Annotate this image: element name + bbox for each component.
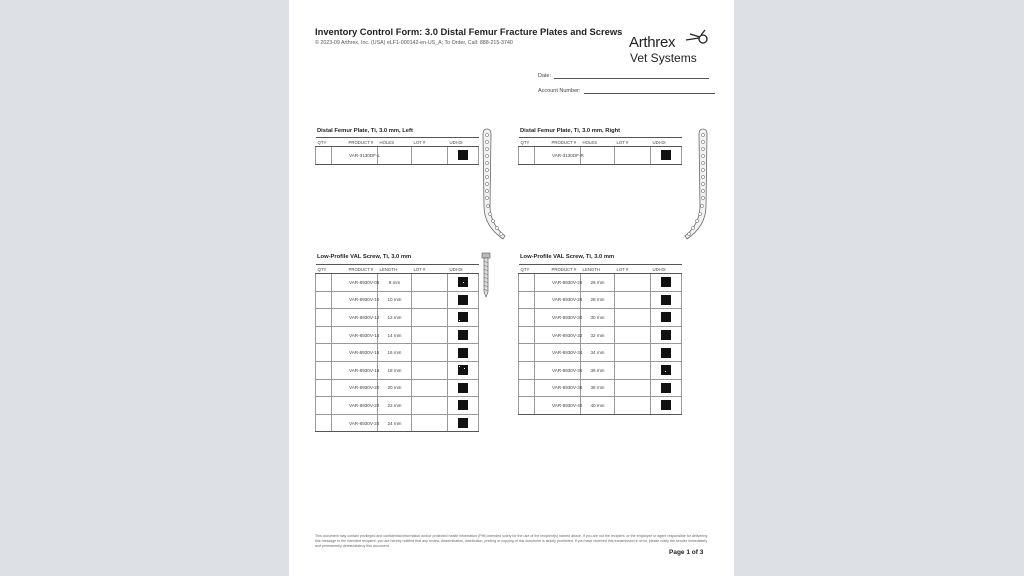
data-matrix-code-icon bbox=[661, 150, 671, 160]
date-label: Date: bbox=[538, 73, 552, 79]
qty-input-cell[interactable] bbox=[519, 147, 535, 165]
udi-code-cell bbox=[651, 379, 682, 397]
length-cell: 26 mm bbox=[581, 274, 615, 292]
product-number-cell: VAR-8930V-22 bbox=[332, 397, 378, 415]
length-header: LENGTH bbox=[378, 265, 412, 274]
screws-a-table bbox=[315, 264, 479, 432]
lot-input-cell[interactable] bbox=[412, 326, 448, 344]
length-cell: 22 mm bbox=[378, 397, 412, 415]
date-field[interactable] bbox=[538, 72, 709, 79]
lot-input-cell[interactable] bbox=[615, 379, 651, 397]
table-row bbox=[519, 361, 682, 379]
udi-code-cell bbox=[651, 326, 682, 344]
qty-input-cell[interactable] bbox=[519, 379, 535, 397]
screws-b-title: Low-Profile VAL Screw, Ti, 3.0 mm bbox=[520, 254, 615, 260]
length-cell: 30 mm bbox=[581, 309, 615, 327]
product-number-cell: VAR-3130DF-R bbox=[535, 147, 581, 165]
udi-code-cell bbox=[448, 379, 479, 397]
udi-code-cell bbox=[651, 291, 682, 309]
table-row bbox=[316, 414, 479, 432]
udi-header: UDI-DI bbox=[651, 265, 682, 274]
length-cell: 10 mm bbox=[378, 291, 412, 309]
qty-input-cell[interactable] bbox=[316, 344, 332, 362]
lot-input-cell[interactable] bbox=[412, 414, 448, 432]
table-row bbox=[316, 309, 479, 327]
udi-code-cell bbox=[651, 344, 682, 362]
qty-input-cell[interactable] bbox=[519, 274, 535, 292]
lot-input-cell[interactable] bbox=[412, 309, 448, 327]
table-header-row bbox=[316, 138, 479, 147]
left-plate-table bbox=[315, 137, 479, 165]
form-title: Inventory Control Form: 3.0 Distal Femur Fracture Plates and Screws bbox=[315, 26, 623, 37]
product-number-cell: VAR-8930V-18 bbox=[332, 361, 378, 379]
table-row bbox=[316, 147, 479, 165]
right-femur-plate-illustration bbox=[683, 126, 709, 242]
data-matrix-code-icon bbox=[458, 277, 468, 287]
confidentiality-notice: This document may contain privileged and confidential information and/or protected health information (PHI) intended solely for the use of the recipient(s) named above. If you are not the recipient, or the employee or agent responsible for delivering this message to the intended recipient, you are hereby notified that any review, dissemination, distribution, printing or copying of this document is strictly prohibited. If you have received this transmission in error, please notify the sender immediately and permanently delete/destroy this document. bbox=[315, 534, 708, 548]
lot-input-cell[interactable] bbox=[615, 361, 651, 379]
lot-input-cell[interactable] bbox=[412, 291, 448, 309]
udi-code-cell bbox=[448, 344, 479, 362]
holes-header: HOLES bbox=[378, 138, 412, 147]
length-cell: 28 mm bbox=[581, 291, 615, 309]
product-number-cell: VAR-8930V-36 bbox=[535, 361, 581, 379]
qty-input-cell[interactable] bbox=[519, 397, 535, 415]
product-number-cell: VAR-8930V-12 bbox=[332, 309, 378, 327]
data-matrix-code-icon bbox=[661, 400, 671, 410]
udi-code-cell bbox=[448, 326, 479, 344]
form-page bbox=[289, 0, 734, 576]
udi-code-cell bbox=[448, 414, 479, 432]
length-header: LENGTH bbox=[581, 265, 615, 274]
table-row bbox=[519, 326, 682, 344]
length-cell: 40 mm bbox=[581, 397, 615, 415]
data-matrix-code-icon bbox=[458, 348, 468, 358]
screws-b-table bbox=[518, 264, 682, 415]
qty-header: QTY bbox=[519, 138, 535, 147]
qty-input-cell[interactable] bbox=[316, 147, 332, 165]
lot-header: LOT # bbox=[615, 265, 651, 274]
qty-input-cell[interactable] bbox=[316, 414, 332, 432]
lot-input-cell[interactable] bbox=[615, 326, 651, 344]
udi-code-cell bbox=[448, 274, 479, 292]
length-cell: 12 mm bbox=[378, 309, 412, 327]
lot-input-cell[interactable] bbox=[412, 361, 448, 379]
product-number-cell: VAR-8930V-28 bbox=[535, 291, 581, 309]
lot-input-cell[interactable] bbox=[615, 274, 651, 292]
data-matrix-code-icon bbox=[661, 277, 671, 287]
left-femur-plate-illustration bbox=[481, 126, 507, 242]
product-number-cell: VAR-8930V-14 bbox=[332, 326, 378, 344]
data-matrix-code-icon bbox=[458, 312, 468, 322]
lot-header: LOT # bbox=[412, 138, 448, 147]
length-cell: 20 mm bbox=[378, 379, 412, 397]
account-number-field[interactable] bbox=[538, 87, 715, 94]
qty-input-cell[interactable] bbox=[316, 397, 332, 415]
lot-input-cell[interactable] bbox=[412, 147, 448, 165]
data-matrix-code-icon bbox=[458, 418, 468, 428]
udi-code-cell bbox=[651, 361, 682, 379]
lot-input-cell[interactable] bbox=[615, 344, 651, 362]
surgical-scissors-icon bbox=[684, 28, 710, 46]
udi-code-cell bbox=[651, 274, 682, 292]
length-cell: 24 mm bbox=[378, 414, 412, 432]
data-matrix-code-icon bbox=[661, 312, 671, 322]
lot-header: LOT # bbox=[615, 138, 651, 147]
product-header: PRODUCT # bbox=[332, 265, 378, 274]
product-number-cell: VAR-3130DF-L bbox=[332, 147, 378, 165]
screw-illustration bbox=[481, 252, 491, 298]
brand-subname: Vet Systems bbox=[630, 51, 697, 65]
table-row bbox=[519, 344, 682, 362]
table-row bbox=[519, 379, 682, 397]
length-cell: 38 mm bbox=[581, 379, 615, 397]
udi-code-cell bbox=[448, 147, 479, 165]
qty-header: QTY bbox=[316, 138, 332, 147]
product-header: PRODUCT # bbox=[332, 138, 378, 147]
qty-header: QTY bbox=[519, 265, 535, 274]
product-number-cell: VAR-8930V-20 bbox=[332, 379, 378, 397]
product-number-cell: VAR-8930V-40 bbox=[535, 397, 581, 415]
table-header-row bbox=[316, 265, 479, 274]
length-cell: 32 mm bbox=[581, 326, 615, 344]
data-matrix-code-icon bbox=[661, 348, 671, 358]
udi-code-cell bbox=[448, 361, 479, 379]
udi-header: UDI-DI bbox=[448, 138, 479, 147]
udi-code-cell bbox=[651, 147, 682, 165]
product-number-cell: VAR-8930V-08 bbox=[332, 274, 378, 292]
right-plate-title: Distal Femur Plate, Ti, 3.0 mm, Right bbox=[520, 128, 621, 134]
qty-input-cell[interactable] bbox=[519, 326, 535, 344]
data-matrix-code-icon bbox=[458, 365, 468, 375]
holes-cell bbox=[581, 147, 615, 165]
qty-input-cell[interactable] bbox=[316, 326, 332, 344]
qty-input-cell[interactable] bbox=[519, 291, 535, 309]
data-matrix-code-icon bbox=[458, 330, 468, 340]
product-number-cell: VAR-8930V-38 bbox=[535, 379, 581, 397]
data-matrix-code-icon bbox=[661, 383, 671, 393]
product-number-cell: VAR-8930V-26 bbox=[535, 274, 581, 292]
qty-input-cell[interactable] bbox=[316, 379, 332, 397]
table-row bbox=[519, 291, 682, 309]
table-row bbox=[519, 397, 682, 415]
data-matrix-code-icon bbox=[458, 400, 468, 410]
qty-header: QTY bbox=[316, 265, 332, 274]
length-cell: 14 mm bbox=[378, 326, 412, 344]
table-row bbox=[316, 379, 479, 397]
qty-input-cell[interactable] bbox=[519, 344, 535, 362]
table-row bbox=[316, 291, 479, 309]
table-row bbox=[316, 344, 479, 362]
lot-input-cell[interactable] bbox=[412, 274, 448, 292]
screws-a-title: Low-Profile VAL Screw, Ti, 3.0 mm bbox=[317, 254, 412, 260]
left-plate-title: Distal Femur Plate, Ti, 3.0 mm, Left bbox=[317, 128, 413, 134]
data-matrix-code-icon bbox=[458, 150, 468, 160]
table-header-row bbox=[519, 265, 682, 274]
product-header: PRODUCT # bbox=[535, 265, 581, 274]
data-matrix-code-icon bbox=[661, 365, 671, 375]
udi-header: UDI-DI bbox=[651, 138, 682, 147]
form-subtitle: © 2023-09 Arthrex, Inc. (USA) eLF1-000142-en-US_A; To Order, Call: 888-215-3740 bbox=[315, 40, 513, 46]
lot-input-cell[interactable] bbox=[615, 309, 651, 327]
udi-code-cell bbox=[651, 397, 682, 415]
udi-code-cell bbox=[448, 309, 479, 327]
udi-code-cell bbox=[448, 291, 479, 309]
table-row bbox=[519, 147, 682, 165]
table-row bbox=[316, 361, 479, 379]
qty-input-cell[interactable] bbox=[316, 361, 332, 379]
holes-cell bbox=[378, 147, 412, 165]
product-number-cell: VAR-8930V-24 bbox=[332, 414, 378, 432]
udi-header: UDI-DI bbox=[448, 265, 479, 274]
product-number-cell: VAR-8930V-16 bbox=[332, 344, 378, 362]
brand-logo bbox=[629, 28, 709, 68]
qty-input-cell[interactable] bbox=[316, 309, 332, 327]
brand-name: Arthrex bbox=[629, 34, 676, 51]
udi-code-cell bbox=[448, 397, 479, 415]
length-cell: 18 mm bbox=[378, 361, 412, 379]
table-row bbox=[316, 397, 479, 415]
qty-input-cell[interactable] bbox=[519, 361, 535, 379]
length-cell: 8 mm bbox=[378, 274, 412, 292]
lot-input-cell[interactable] bbox=[412, 379, 448, 397]
holes-header: HOLES bbox=[581, 138, 615, 147]
account-number-label: Account Number: bbox=[538, 88, 581, 94]
right-plate-table bbox=[518, 137, 682, 165]
data-matrix-code-icon bbox=[661, 330, 671, 340]
lot-input-cell[interactable] bbox=[615, 147, 651, 165]
lot-input-cell[interactable] bbox=[615, 291, 651, 309]
product-header: PRODUCT # bbox=[535, 138, 581, 147]
qty-input-cell[interactable] bbox=[316, 291, 332, 309]
table-row bbox=[519, 309, 682, 327]
product-number-cell: VAR-8930V-34 bbox=[535, 344, 581, 362]
data-matrix-code-icon bbox=[458, 383, 468, 393]
table-row bbox=[316, 326, 479, 344]
lot-input-cell[interactable] bbox=[412, 344, 448, 362]
table-row bbox=[316, 274, 479, 292]
page-number: Page 1 of 3 bbox=[669, 549, 704, 556]
length-cell: 16 mm bbox=[378, 344, 412, 362]
lot-input-cell[interactable] bbox=[412, 397, 448, 415]
table-row bbox=[519, 274, 682, 292]
data-matrix-code-icon bbox=[458, 295, 468, 305]
udi-code-cell bbox=[651, 309, 682, 327]
length-cell: 36 mm bbox=[581, 361, 615, 379]
lot-input-cell[interactable] bbox=[615, 397, 651, 415]
qty-input-cell[interactable] bbox=[519, 309, 535, 327]
lot-header: LOT # bbox=[412, 265, 448, 274]
product-number-cell: VAR-8930V-30 bbox=[535, 309, 581, 327]
product-number-cell: VAR-8930V-10 bbox=[332, 291, 378, 309]
data-matrix-code-icon bbox=[661, 295, 671, 305]
qty-input-cell[interactable] bbox=[316, 274, 332, 292]
table-header-row bbox=[519, 138, 682, 147]
product-number-cell: VAR-8930V-32 bbox=[535, 326, 581, 344]
length-cell: 34 mm bbox=[581, 344, 615, 362]
